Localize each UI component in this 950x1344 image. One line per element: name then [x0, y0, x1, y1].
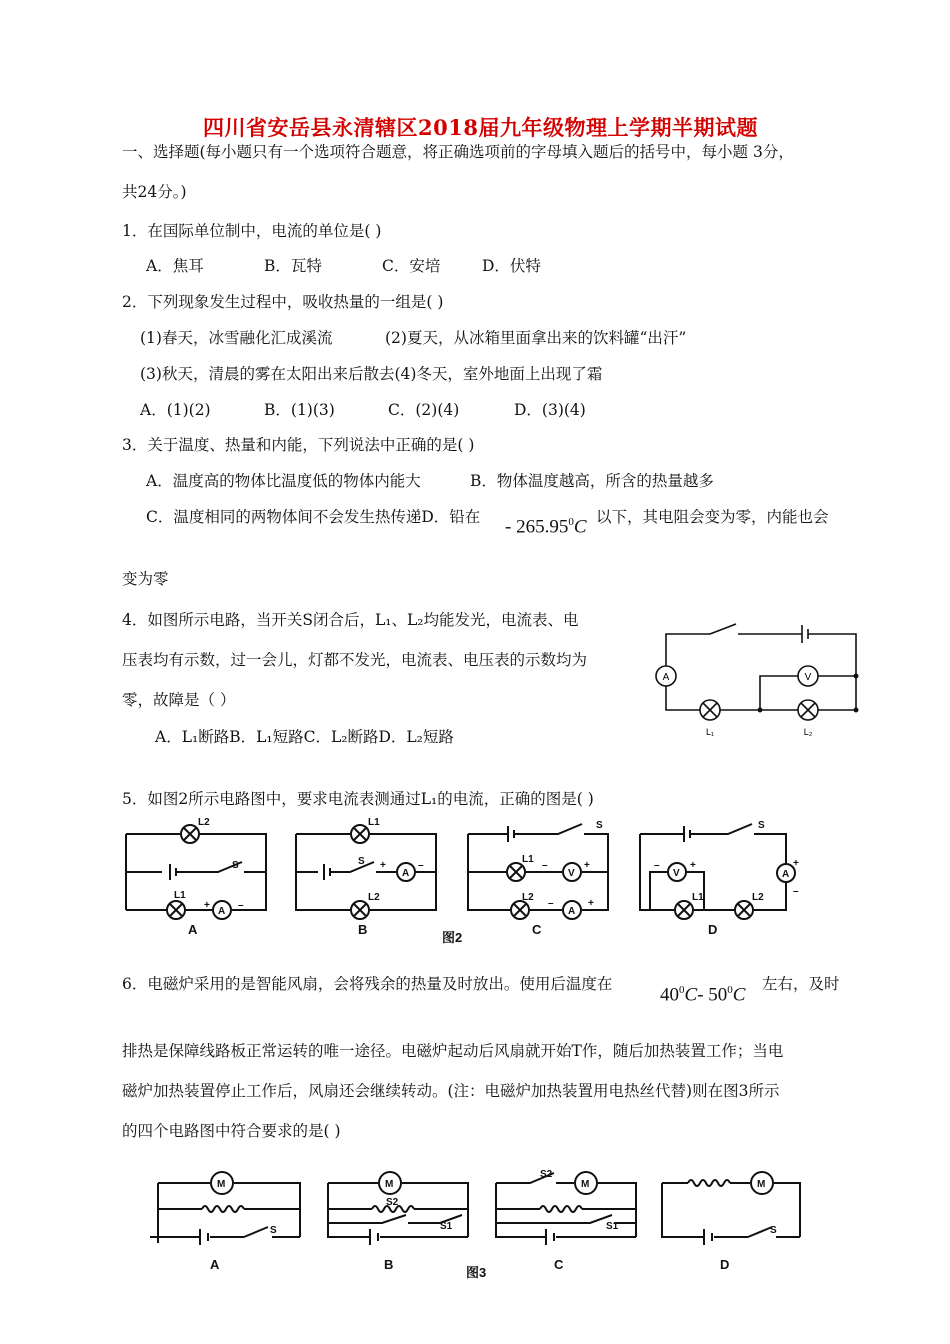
q5-fig-label-c: C: [532, 922, 542, 937]
q5-stem: 5．如图2所示电路图中，要求电流表测通过L₁的电流，正确的图是( ): [122, 790, 594, 808]
q4-line2: 压表均有示数，过一会儿，灯都不发光，电流表、电压表的示数均为: [122, 651, 588, 669]
page-title: 四川省安岳县永清辖区2018届九年级物理上学期半期试题: [203, 115, 758, 140]
svg-text:A: A: [218, 906, 226, 917]
svg-text:L2: L2: [198, 817, 210, 828]
q3-option-d-rest: 以下，其电阻会变为零，内能也会: [596, 508, 829, 526]
svg-text:–: –: [542, 860, 548, 871]
section-instructions-line1: 一、选择题(每小题只有一个选项符合题意，将正确选项前的字母填入题后的括号中，每小题 3分，: [122, 143, 794, 161]
svg-text:+: +: [690, 860, 696, 871]
svg-text:S1: S1: [606, 1221, 619, 1232]
svg-text:S: S: [270, 1225, 277, 1236]
q1-option-b: B．瓦特: [264, 257, 322, 275]
svg-text:+: +: [204, 900, 210, 911]
q4-circuit-diagram: [650, 622, 870, 742]
svg-text:+: +: [380, 860, 386, 871]
q6-fig-label-c: C: [554, 1257, 564, 1272]
q2-item2: (2)夏天，从冰箱里面拿出来的饮料罐“出汗”: [385, 329, 687, 347]
q3-option-b: B．物体温度越高，所含的热量越多: [470, 472, 714, 490]
svg-text:M: M: [757, 1179, 766, 1190]
q6-line4: 的四个电路图中符合要求的是( ): [122, 1122, 341, 1140]
q6-line1: 6．电磁炉采用的是智能风扇，会将残余的热量及时放出。使用后温度在: [122, 975, 613, 993]
svg-text:L2: L2: [752, 892, 764, 903]
q4-lamp2-label: L₂: [803, 727, 813, 737]
q6-figure-3: [150, 1165, 810, 1295]
svg-text:A: A: [782, 869, 790, 880]
svg-text:M: M: [385, 1179, 394, 1190]
svg-text:S2: S2: [386, 1197, 399, 1208]
svg-text:–: –: [238, 900, 244, 911]
q5-fig-label-d: D: [708, 922, 718, 937]
svg-text:V: V: [673, 868, 680, 879]
q4-voltmeter-label: V: [804, 672, 812, 683]
q4-lamp1-label: L₁: [705, 727, 715, 737]
q1-option-c: C．安培: [382, 257, 441, 275]
q6-temperature-range: $40^0C-$ $50^0C$: [660, 984, 746, 1006]
q1-stem: 1．在国际单位制中，电流的单位是( ): [122, 222, 382, 240]
q6-fig-caption: 图3: [466, 1265, 487, 1280]
q2-option-a: A．(1)(2): [140, 401, 211, 419]
svg-text:V: V: [568, 868, 575, 879]
svg-text:L1: L1: [692, 892, 704, 903]
svg-text:+: +: [793, 858, 799, 869]
svg-text:–: –: [793, 886, 799, 897]
svg-text:–: –: [654, 860, 660, 871]
q5-fig-label-a: A: [188, 922, 198, 937]
q3-option-c: C．温度相同的两物体间不会发生热传递D．铅在: [146, 508, 481, 526]
svg-text:S: S: [770, 1225, 777, 1236]
svg-text:+: +: [588, 898, 594, 909]
q4-line1: 4．如图所示电路，当开关S闭合后，L₁、L₂均能发光，电流表、电: [122, 611, 579, 629]
q3-option-a: A．温度高的物体比温度低的物体内能大: [146, 472, 421, 490]
svg-text:L2: L2: [368, 892, 380, 903]
q2-item1: (1)春天，冰雪融化汇成溪流: [140, 329, 333, 347]
q6-fig-label-d: D: [720, 1257, 730, 1272]
svg-text:–: –: [418, 860, 424, 871]
q5-figure-2: [118, 812, 818, 947]
svg-text:L1: L1: [174, 890, 186, 901]
svg-text:S1: S1: [440, 1221, 453, 1232]
svg-text:L1: L1: [368, 817, 380, 828]
q3-temperature: - 265.95$^0$C: [505, 516, 587, 538]
q2-option-d: D．(3)(4): [514, 401, 586, 419]
svg-text:S: S: [596, 820, 603, 831]
q5-fig-caption: 图2: [442, 930, 463, 945]
q4-ammeter-label: A: [662, 672, 670, 683]
q6-line1-end: 左右，及时: [762, 975, 840, 993]
q3-continuation: 变为零: [122, 570, 169, 588]
svg-text:S: S: [232, 860, 239, 871]
q1-option-d: D．伏特: [482, 257, 541, 275]
q2-stem: 2．下列现象发生过程中，吸收热量的一组是( ): [122, 293, 444, 311]
section-instructions-line2: 共24分。): [122, 183, 187, 201]
q4-options: A．L₁断路B．L₁短路C．L₂断路D．L₂短路: [155, 728, 454, 746]
q2-item3: (3)秋天，清晨的雾在太阳出来后散去(4)冬天，室外地面上出现了霜: [140, 365, 603, 383]
q1-option-a: A．焦耳: [146, 257, 204, 275]
svg-text:+: +: [584, 860, 590, 871]
svg-text:L2: L2: [522, 892, 534, 903]
svg-text:A: A: [568, 906, 576, 917]
q2-option-b: B．(1)(3): [264, 401, 335, 419]
q2-option-c: C．(2)(4): [388, 401, 460, 419]
svg-text:S: S: [358, 856, 365, 867]
svg-text:–: –: [548, 898, 554, 909]
svg-text:A: A: [402, 868, 410, 879]
q6-line3: 磁炉加热装置停止工作后，风扇还会继续转动。(注：电磁炉加热装置用电热丝代替)则在图3所示: [122, 1082, 780, 1100]
q6-fig-label-a: A: [210, 1257, 220, 1272]
q5-fig-label-b: B: [358, 922, 368, 937]
svg-text:M: M: [581, 1179, 590, 1190]
q3-stem: 3．关于温度、热量和内能，下列说法中正确的是( ): [122, 436, 475, 454]
svg-text:S2: S2: [540, 1169, 553, 1180]
svg-text:L1: L1: [522, 854, 534, 865]
svg-text:M: M: [217, 1179, 226, 1190]
q4-line3: 零，故障是（ ）: [122, 691, 236, 709]
q6-line2: 排热是保障线路板正常运转的唯一途径。电磁炉起动后风扇就开始T作，随后加热装置工作；当电: [122, 1042, 784, 1060]
svg-text:S: S: [758, 820, 765, 831]
q6-fig-label-b: B: [384, 1257, 394, 1272]
